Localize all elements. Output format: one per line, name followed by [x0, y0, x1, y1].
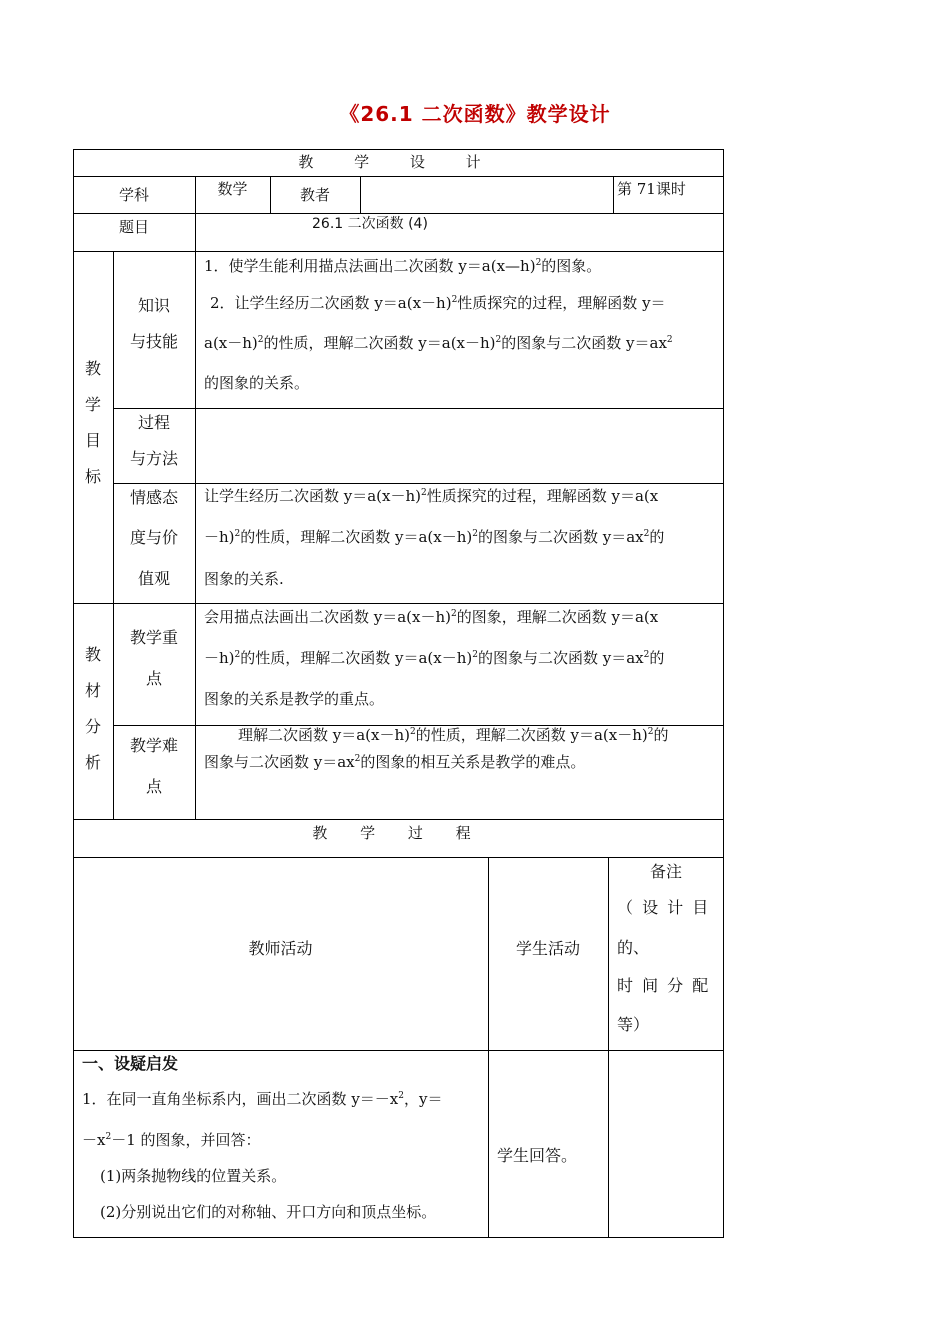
- knowledge-line-4: 的图象的关系。: [204, 374, 310, 392]
- topic-value: 26.1 二次函数 (4): [312, 216, 428, 232]
- process-label-2: 与方法: [129, 449, 178, 468]
- teacher-col-label: 教师活动: [248, 939, 313, 958]
- step1-student: 学生回答。: [497, 1146, 578, 1165]
- process-label-1: 过程: [137, 413, 170, 432]
- process-content-cell: [195, 408, 724, 483]
- teacher-value-cell: [360, 176, 613, 213]
- step1-question-line-2: $-x^2-1$ 的图象，并回答：: [82, 1131, 261, 1149]
- step1-student-cell: [488, 1050, 608, 1238]
- lesson-label: 第 71课时: [617, 180, 686, 198]
- subject-label: 学科: [118, 186, 149, 204]
- difficult-line-2: 图象与二次函数 $y=ax^2$的图象的相互关系是教学的难点。: [204, 753, 586, 771]
- emotion-label-1: 情感态: [129, 488, 178, 507]
- student-col-label: 学生活动: [515, 939, 580, 958]
- knowledge-line-2: 2．让学生经历二次函数 $y=a(x-h)^2$性质探究的过程，理解函数 y＝: [210, 294, 666, 312]
- emotion-label-2: 度与价: [129, 528, 178, 547]
- note-col-label-4: 时 间 分 配: [617, 976, 711, 995]
- note-col-label-1: 备注: [649, 862, 682, 881]
- note-col-label-2: （ 设 计 目: [617, 898, 711, 917]
- teacher-label: 教者: [299, 186, 330, 204]
- key-line-3: 图象的关系是教学的重点。: [204, 690, 385, 708]
- emotion-label-3: 值观: [137, 569, 170, 588]
- emotion-line-1: 让学生经历二次函数 $y=a(x-h)^2$性质探究的过程，理解函数 y＝a(x: [204, 487, 659, 505]
- key-label-cell: [113, 603, 195, 725]
- emotion-line-3: 图象的关系.: [204, 570, 284, 588]
- emotion-line-2: －h)$^2$的性质，理解二次函数 $y=a(x-h)^2$的图象与二次函数 $y=ax^2$的: [204, 528, 665, 546]
- process-header: 教 学 过 程: [312, 824, 485, 842]
- topic-label: 题目: [118, 218, 149, 236]
- difficult-label-2: 点: [145, 777, 162, 796]
- subject-value: 数学: [217, 180, 248, 198]
- note-col-label-3: 的、: [617, 938, 650, 957]
- step1-subquestion-1: (1)两条抛物线的位置关系。: [100, 1167, 287, 1185]
- knowledge-label-1: 知识: [137, 296, 170, 315]
- knowledge-label-cell: [113, 251, 195, 408]
- difficult-label-1: 教学难: [129, 736, 178, 755]
- key-label-1: 教学重: [129, 628, 178, 647]
- knowledge-line-3: $a(x-h)^2$的性质，理解二次函数 $y=a(x-h)^2$的图象与二次函数 $y=ax^2$: [204, 334, 673, 352]
- step1-subquestion-2: (2)分别说出它们的对称轴、开口方向和顶点坐标。: [100, 1203, 437, 1221]
- goals-section-label: 教 学 目 标: [84, 359, 101, 486]
- step1-note-cell: [608, 1050, 724, 1238]
- topic-value-cell: [195, 213, 724, 251]
- step1-question-line-1: 1．在同一直角坐标系内，画出二次函数 $y=-x^2$，y＝: [82, 1090, 443, 1108]
- design-header: 教 学 设 计: [298, 153, 499, 171]
- key-line-1: 会用描点法画出二次函数 $y=a(x-h)^2$的图象，理解二次函数 y＝a(x: [204, 608, 659, 626]
- document-title: 《26.1 二次函数》教学设计: [339, 102, 611, 126]
- knowledge-line-1: 1．使学生能利用描点法画出二次函数 y＝a(x—h)$^2$的图象。: [204, 257, 602, 275]
- key-label-2: 点: [145, 669, 162, 688]
- note-col-label-5: 等）: [617, 1015, 650, 1034]
- difficult-line-1: 理解二次函数 $y=a(x-h)^2$的性质，理解二次函数 $y=a(x-h)^2$的: [238, 726, 669, 744]
- analysis-section-label: 教 材 分 析: [84, 645, 101, 772]
- step1-heading: 一、设疑启发: [82, 1054, 179, 1073]
- key-line-2: －h)$^2$的性质，理解二次函数 $y=a(x-h)^2$的图象与二次函数 $y=ax^2$的: [204, 649, 665, 667]
- knowledge-label-2: 与技能: [129, 332, 178, 351]
